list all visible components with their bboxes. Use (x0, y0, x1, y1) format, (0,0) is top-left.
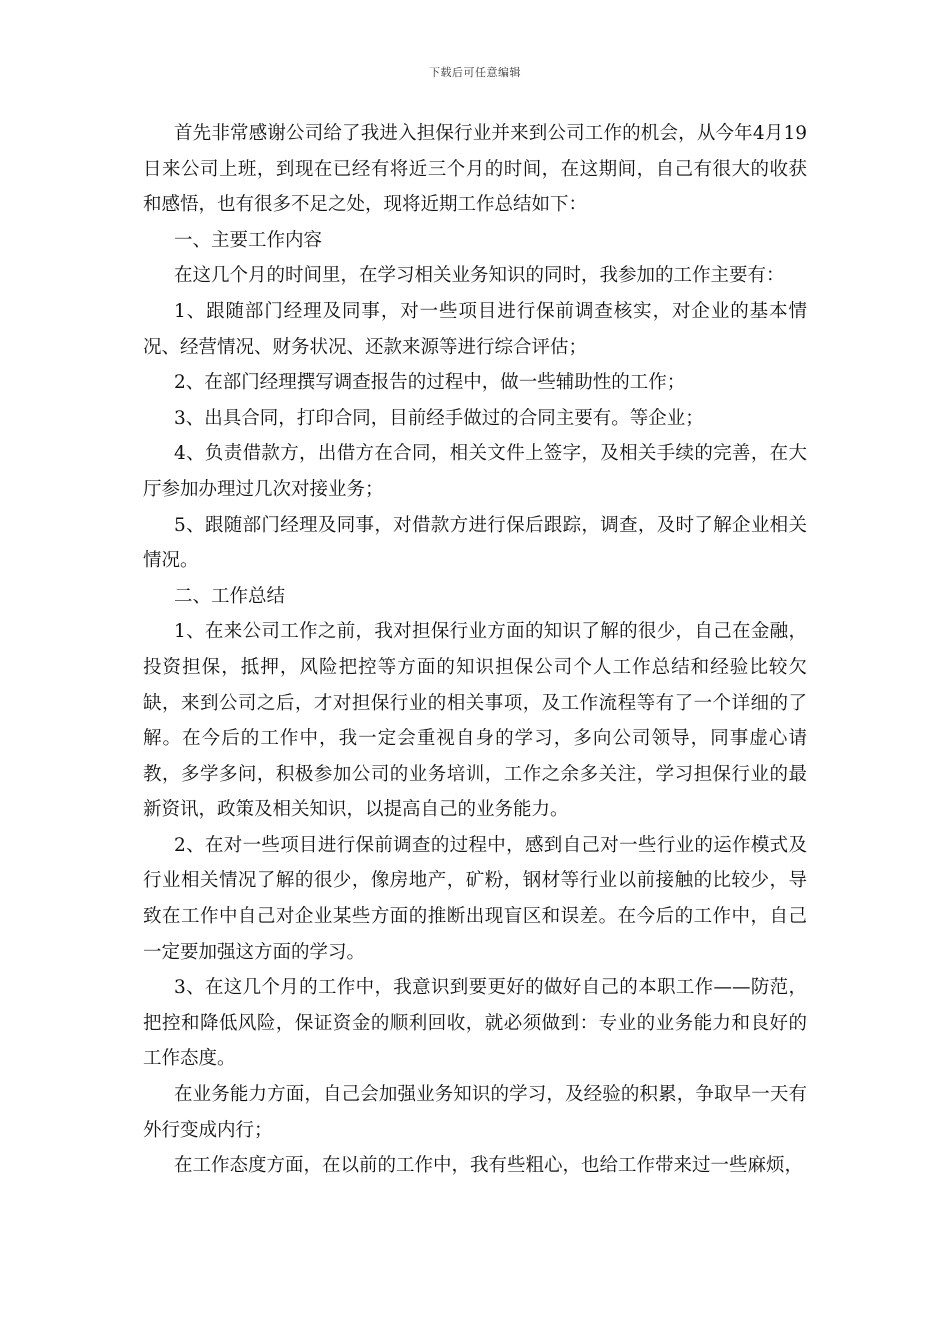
summary-item-3: 3、在这几个月的工作中，我意识到要更好的做好自己的本职工作——防范，把控和降低风险，保证资金的顺利回收，就必须做到：专业的业务能力和良好的工作态度。 (143, 977, 807, 1070)
paragraph-intro: 首先非常感谢公司给了我进入担保行业并来到公司工作的机会，从今年4月19日来公司上班，到现在已经有将近三个月的时间，在这期间，自己有很大的收获和感悟，也有很多不足之处，现将近期工作总结如下： (143, 123, 807, 216)
summary-item-2: 2、在对一些项目进行保前调查的过程中，感到自己对一些行业的运作模式及行业相关情况了解的很少，像房地产，矿粉，钢材等行业以前接触的比较少，导致在工作中自己对企业某些方面的推断出现盲区和误差。在今后的工作中，自己一定要加强这方面的学习。 (143, 834, 807, 963)
list-item-3: 3、出具合同，打印合同，目前经手做过的合同主要有。等企业； (174, 407, 704, 429)
summary-item-1: 1、在来公司工作之前，我对担保行业方面的知识了解的很少，自己在金融，投资担保，抵押，风险把控等方面的知识担保公司个人工作总结和经验比较欠缺，来到公司之后，才对担保行业的相关事项，及工作流程等有了一个详细的了解。在今后的工作中，我一定会重视自身的学习，多向公司领导，同事虚心请教，多学多问，积极参加公司的业务培训，工作之余多关注，学习担保行业的最新资讯，政策及相关知识，以提高自己的业务能力。 (143, 621, 807, 821)
list-item-1: 1、跟随部门经理及同事，对一些项目进行保前调查核实，对企业的基本情况、经营情况、财务状况、还款来源等进行综合评估； (143, 300, 807, 358)
section-heading-summary: 二、工作总结 (174, 585, 286, 607)
page-header-note: 下载后可任意编辑 (429, 66, 521, 79)
list-item-2: 2、在部门经理撰写调查报告的过程中，做一些辅助性的工作； (174, 372, 686, 394)
section-heading-main-work: 一、主要工作内容 (174, 229, 323, 251)
paragraph-work-attitude: 在工作态度方面，在以前的工作中，我有些粗心，也给工作带来过一些麻烦， (174, 1155, 804, 1177)
paragraph-work-intro: 在这几个月的时间里，在学习相关业务知识的同时，我参加的工作主要有： (174, 265, 785, 287)
document-body (143, 116, 807, 1184)
list-item-5: 5、跟随部门经理及同事，对借款方进行保后跟踪，调查，及时了解企业相关情况。 (143, 514, 807, 572)
paragraph-business-ability: 在业务能力方面，自己会加强业务知识的学习，及经验的积累，争取早一天有外行变成内行； (143, 1084, 807, 1141)
list-item-4: 4、负责借款方，出借方在合同，相关文件上签字，及相关手续的完善，在大厅参加办理过几次对接业务； (143, 443, 807, 500)
